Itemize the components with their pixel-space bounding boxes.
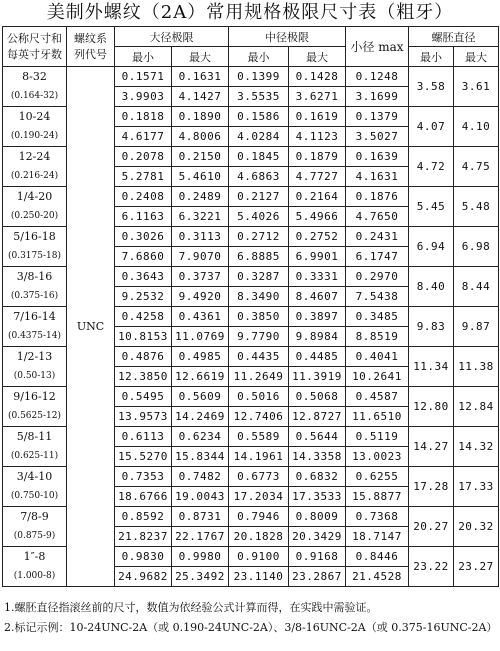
blank-max: 9.87 [454,307,499,347]
major-max-mm: 25.3492 [172,567,229,587]
pitch-min-inch: 0.1399 [229,67,289,87]
major-min-inch: 0.4876 [115,347,172,367]
pitch-max-inch: 0.1879 [289,147,346,167]
size-label: 3/4-10 [3,467,67,487]
size-decimal: (0.216-24) [3,167,67,187]
minor-max-mm: 10.2641 [346,367,409,387]
blank-min: 12.80 [409,387,454,427]
blank-max: 12.84 [454,387,499,427]
header-row-top [3,27,499,47]
minor-max-inch: 0.5119 [346,427,409,447]
size-label: 3/8-16 [3,267,67,287]
pitch-max-inch: 0.6832 [289,467,346,487]
thread-spec-table [2,26,499,587]
pitch-max-mm: 4.7727 [289,167,346,187]
major-min-mm: 7.6860 [115,247,172,267]
blank-max: 20.32 [454,507,499,547]
pitch-min-mm: 12.7406 [229,407,289,427]
header-pitch-diameter: 中径极限 [229,27,346,47]
major-max-inch: 0.5609 [172,387,229,407]
blank-min: 8.40 [409,267,454,307]
major-max-mm: 6.3221 [172,207,229,227]
pitch-max-mm: 5.4966 [289,207,346,227]
major-min-mm: 4.6177 [115,127,172,147]
size-decimal: (0.750-10) [3,487,67,507]
pitch-max-mm: 23.2867 [289,567,346,587]
major-min-inch: 0.2078 [115,147,172,167]
blank-min: 23.22 [409,547,454,587]
size-label: 5/8-11 [3,427,67,447]
pitch-min-inch: 0.9100 [229,547,289,567]
size-label: 5/16-18 [3,227,67,247]
header-series-line2: 列代号 [74,47,107,61]
major-min-inch: 0.1818 [115,107,172,127]
blank-max: 23.27 [454,547,499,587]
note-2: 2.标记示例：10-24UNC-2A（或 0.190-24UNC-2A）、3/8-16UNC-2A（或 0.375-16UNC-2A） [4,621,498,634]
major-max-mm: 5.4610 [172,167,229,187]
minor-max-inch: 0.4041 [346,347,409,367]
series-code: UNC [67,67,115,587]
size-decimal: (0.190-24) [3,127,67,147]
blank-min: 6.94 [409,227,454,267]
size-label: 1″-8 [3,547,67,567]
pitch-max-mm: 12.8727 [289,407,346,427]
minor-max-inch: 0.6255 [346,467,409,487]
major-min-mm: 10.8153 [115,327,172,347]
size-label: 1/4-20 [3,187,67,207]
pitch-min-inch: 0.3287 [229,267,289,287]
blank-max: 5.48 [454,187,499,227]
major-min-mm: 3.9903 [115,87,172,107]
minor-max-inch: 0.1379 [346,107,409,127]
blank-max: 14.32 [454,427,499,467]
major-max-inch: 0.7482 [172,467,229,487]
header-major-min: 最小 [115,47,172,67]
size-decimal: (0.875-9) [3,527,67,547]
blank-max: 11.38 [454,347,499,387]
minor-max-inch: 0.3485 [346,307,409,327]
major-max-inch: 0.4985 [172,347,229,367]
blank-min: 4.72 [409,147,454,187]
pitch-min-inch: 0.1845 [229,147,289,167]
pitch-min-mm: 23.1140 [229,567,289,587]
blank-max: 17.33 [454,467,499,507]
blank-max: 6.98 [454,227,499,267]
major-max-inch: 0.1890 [172,107,229,127]
pitch-min-inch: 0.5589 [229,427,289,447]
major-min-mm: 15.5270 [115,447,172,467]
pitch-min-mm: 3.5535 [229,87,289,107]
header-pitch-min: 最小 [229,47,289,67]
header-size-line1: 公称尺寸和 [7,31,62,45]
header-blank-diameter: 螺胚直径 [409,27,499,47]
note-1: 1.螺胚直径指滚丝前的尺寸，数值为依经验公式计算而得，在实践中需验证。 [4,601,378,614]
blank-max: 3.61 [454,67,499,107]
blank-min: 3.58 [409,67,454,107]
major-min-inch: 0.4258 [115,307,172,327]
pitch-max-mm: 14.3358 [289,447,346,467]
minor-max-inch: 0.7368 [346,507,409,527]
major-min-inch: 0.3026 [115,227,172,247]
pitch-min-inch: 0.7946 [229,507,289,527]
size-decimal: (0.250-20) [3,207,67,227]
size-decimal: (0.164-32) [3,87,67,107]
pitch-min-inch: 0.4435 [229,347,289,367]
major-min-mm: 21.8237 [115,527,172,547]
major-max-inch: 0.3113 [172,227,229,247]
major-max-inch: 0.4361 [172,307,229,327]
pitch-max-inch: 0.2752 [289,227,346,247]
pitch-max-inch: 0.9168 [289,547,346,567]
major-min-mm: 5.2781 [115,167,172,187]
size-decimal: (0.3175-18) [3,247,67,267]
pitch-min-mm: 11.2649 [229,367,289,387]
pitch-max-inch: 0.2164 [289,187,346,207]
pitch-max-mm: 6.9901 [289,247,346,267]
pitch-min-mm: 4.0284 [229,127,289,147]
minor-max-mm: 8.8519 [346,327,409,347]
notes [4,598,496,638]
major-max-inch: 0.8731 [172,507,229,527]
header-series [67,27,115,67]
major-min-mm: 13.9573 [115,407,172,427]
pitch-min-mm: 6.8885 [229,247,289,267]
pitch-max-mm: 3.6271 [289,87,346,107]
minor-max-inch: 0.4587 [346,387,409,407]
pitch-min-inch: 0.5016 [229,387,289,407]
minor-max-inch: 0.1639 [346,147,409,167]
major-max-mm: 15.8344 [172,447,229,467]
major-min-inch: 0.3643 [115,267,172,287]
major-min-mm: 24.9682 [115,567,172,587]
header-pitch-max: 最大 [289,47,346,67]
blank-min: 14.27 [409,427,454,467]
size-decimal: (0.375-16) [3,287,67,307]
minor-max-mm: 3.5027 [346,127,409,147]
header-minor-diameter: 小径 max [346,27,409,67]
header-series-line1: 螺纹系 [74,31,107,45]
minor-max-mm: 13.0023 [346,447,409,467]
major-max-mm: 22.1767 [172,527,229,547]
minor-max-mm: 7.5438 [346,287,409,307]
page-title: 美制外螺纹（2A）常用规格极限尺寸表（粗牙） [46,2,454,23]
minor-max-inch: 0.8446 [346,547,409,567]
size-label: 7/8-9 [3,507,67,527]
minor-max-inch: 0.1876 [346,187,409,207]
major-max-inch: 0.1631 [172,67,229,87]
pitch-max-inch: 0.3331 [289,267,346,287]
header-blank-max: 最大 [454,47,499,67]
pitch-max-mm: 20.3429 [289,527,346,547]
minor-max-mm: 4.7650 [346,207,409,227]
minor-max-mm: 18.7147 [346,527,409,547]
pitch-min-inch: 0.6773 [229,467,289,487]
pitch-min-mm: 8.3490 [229,287,289,307]
pitch-max-inch: 0.3897 [289,307,346,327]
pitch-max-mm: 9.8984 [289,327,346,347]
minor-max-mm: 21.4528 [346,567,409,587]
major-min-inch: 0.6113 [115,427,172,447]
pitch-min-inch: 0.3850 [229,307,289,327]
pitch-min-inch: 0.2127 [229,187,289,207]
size-decimal: (0.625-11) [3,447,67,467]
minor-max-inch: 0.1248 [346,67,409,87]
pitch-max-mm: 11.3919 [289,367,346,387]
blank-min: 5.45 [409,187,454,227]
pitch-max-inch: 0.5644 [289,427,346,447]
pitch-min-inch: 0.2712 [229,227,289,247]
pitch-max-mm: 4.1123 [289,127,346,147]
blank-max: 8.44 [454,267,499,307]
size-label: 10-24 [3,107,67,127]
size-decimal: (0.5625-12) [3,407,67,427]
major-max-mm: 7.9070 [172,247,229,267]
table-row [3,67,499,87]
major-min-inch: 0.8592 [115,507,172,527]
pitch-max-inch: 0.4485 [289,347,346,367]
minor-max-mm: 6.1747 [346,247,409,267]
blank-max: 4.75 [454,147,499,187]
header-major-diameter: 大径极限 [115,27,229,47]
pitch-min-mm: 9.7790 [229,327,289,347]
blank-min: 11.34 [409,347,454,387]
minor-max-inch: 0.2431 [346,227,409,247]
pitch-max-mm: 8.4607 [289,287,346,307]
pitch-min-inch: 0.1586 [229,107,289,127]
pitch-max-mm: 17.3533 [289,487,346,507]
major-max-inch: 0.2489 [172,187,229,207]
header-size [3,27,67,67]
major-min-inch: 0.9830 [115,547,172,567]
major-min-inch: 0.2408 [115,187,172,207]
major-max-mm: 12.6619 [172,367,229,387]
blank-min: 20.27 [409,507,454,547]
size-label: 8-32 [3,67,67,87]
size-label: 7/16-14 [3,307,67,327]
pitch-max-inch: 0.1428 [289,67,346,87]
major-max-inch: 0.9980 [172,547,229,567]
size-decimal: (0.50-13) [3,367,67,387]
major-max-mm: 14.2469 [172,407,229,427]
blank-min: 17.28 [409,467,454,507]
table-body [3,67,499,587]
size-label: 9/16-12 [3,387,67,407]
major-max-mm: 4.8006 [172,127,229,147]
pitch-min-mm: 4.6863 [229,167,289,187]
major-max-inch: 0.3737 [172,267,229,287]
blank-max: 4.10 [454,107,499,147]
major-max-mm: 11.0769 [172,327,229,347]
major-min-mm: 12.3850 [115,367,172,387]
header-size-line2: 每英寸牙数 [7,47,62,61]
pitch-max-inch: 0.1619 [289,107,346,127]
size-decimal: (0.4375-14) [3,327,67,347]
major-min-mm: 9.2532 [115,287,172,307]
minor-max-mm: 4.1631 [346,167,409,187]
minor-max-mm: 3.1699 [346,87,409,107]
minor-max-mm: 15.8877 [346,487,409,507]
pitch-min-mm: 14.1961 [229,447,289,467]
pitch-min-mm: 5.4026 [229,207,289,227]
pitch-min-mm: 17.2034 [229,487,289,507]
major-max-mm: 9.4920 [172,287,229,307]
size-decimal: (1.000-8) [3,567,67,587]
major-max-inch: 0.2150 [172,147,229,167]
major-max-mm: 4.1427 [172,87,229,107]
major-min-inch: 0.5495 [115,387,172,407]
minor-max-inch: 0.2970 [346,267,409,287]
pitch-max-inch: 0.8009 [289,507,346,527]
size-label: 1/2-13 [3,347,67,367]
blank-min: 9.83 [409,307,454,347]
major-max-inch: 0.6234 [172,427,229,447]
blank-min: 4.07 [409,107,454,147]
pitch-max-inch: 0.5068 [289,387,346,407]
pitch-min-mm: 20.1828 [229,527,289,547]
major-min-mm: 18.6766 [115,487,172,507]
major-max-mm: 19.0043 [172,487,229,507]
header-major-max: 最大 [172,47,229,67]
size-label: 12-24 [3,147,67,167]
major-min-mm: 6.1163 [115,207,172,227]
header-blank-min: 最小 [409,47,454,67]
minor-max-mm: 11.6510 [346,407,409,427]
major-min-inch: 0.1571 [115,67,172,87]
major-min-inch: 0.7353 [115,467,172,487]
